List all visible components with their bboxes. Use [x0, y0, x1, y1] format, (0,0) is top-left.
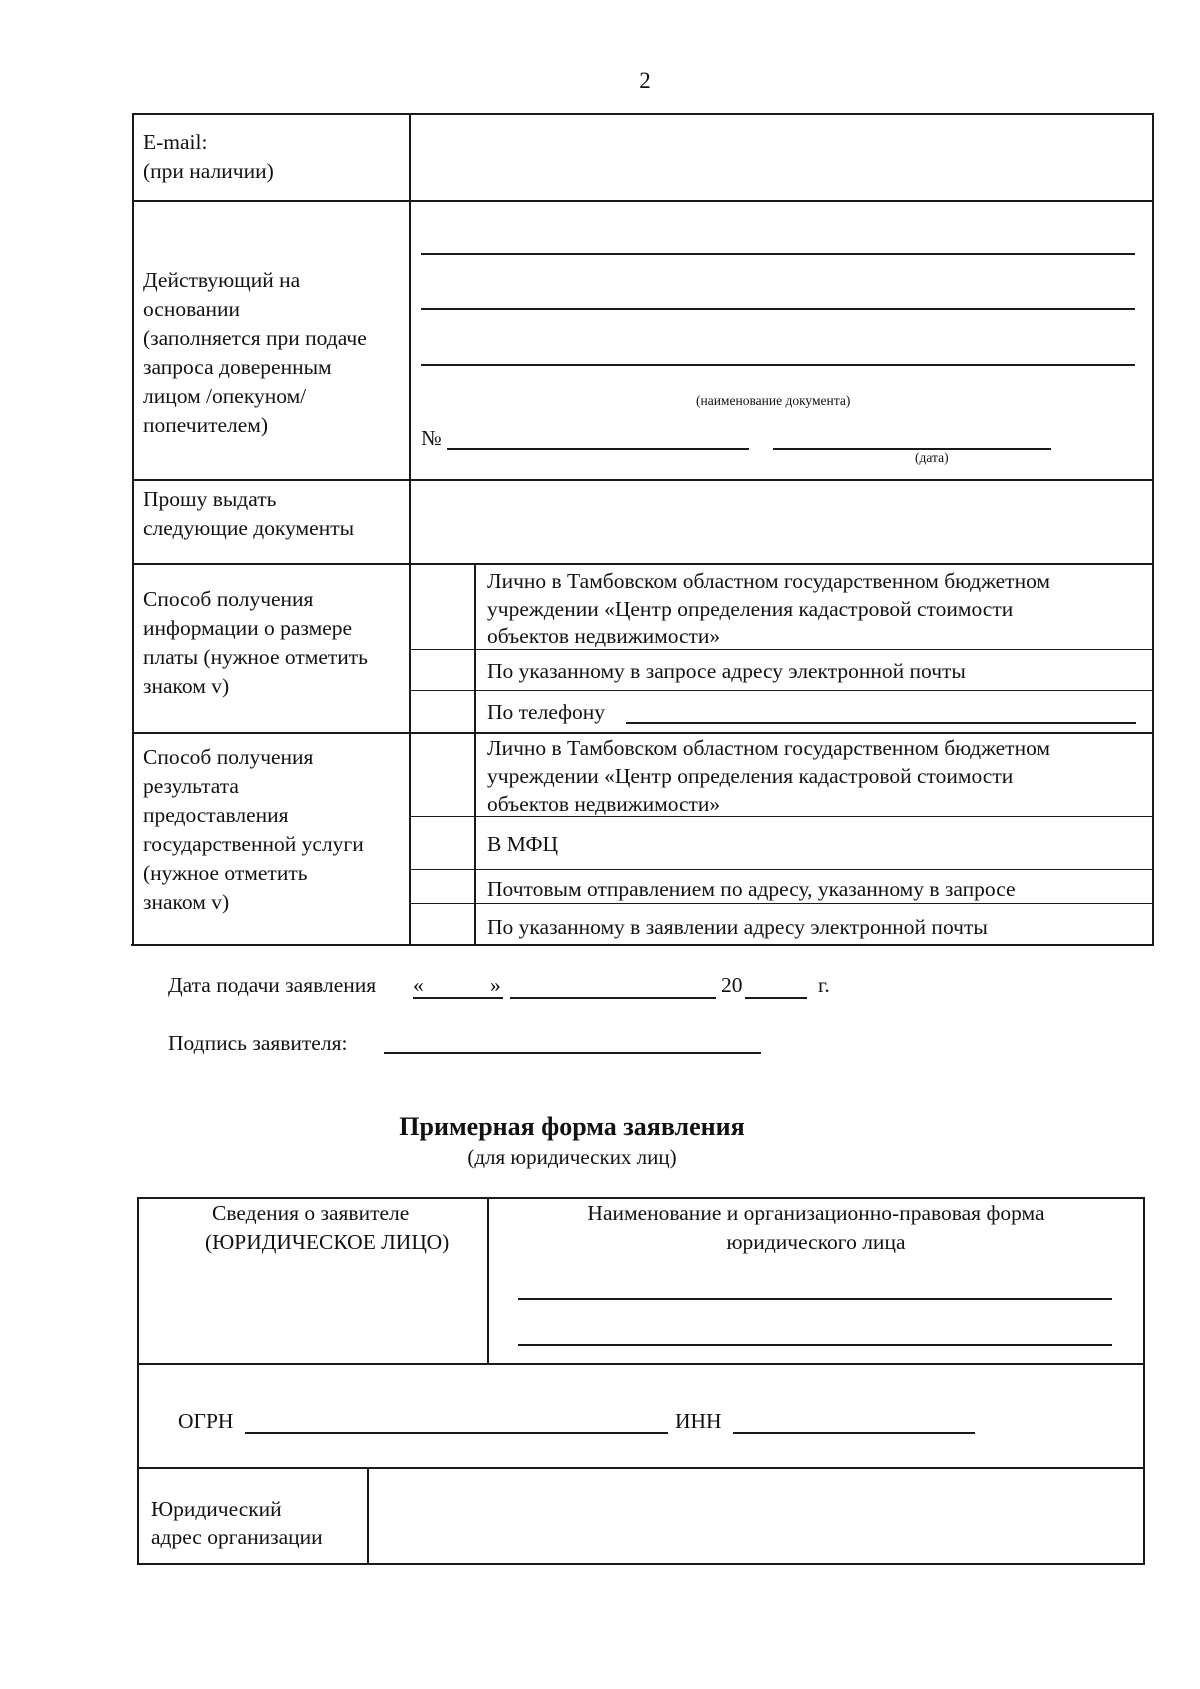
result-option-post: Почтовым отправлением по адресу, указанному в запросе — [487, 877, 1016, 901]
email-field[interactable] — [412, 116, 1150, 198]
year-suffix: г. — [818, 973, 830, 997]
inn-label: ИНН — [675, 1409, 722, 1433]
row-divider — [137, 1467, 1145, 1469]
checkbox-column-divider — [474, 563, 476, 945]
table-border-right — [1152, 113, 1154, 946]
row-divider — [132, 200, 1154, 202]
legal-name-label: Наименование и организационно-правовая форма — [587, 1201, 1045, 1225]
table-border-left — [132, 113, 134, 946]
applicant-info-type: (ЮРИДИЧЕСКОЕ ЛИЦО) — [205, 1230, 450, 1254]
basis-document-line[interactable] — [421, 253, 1135, 255]
requested-documents-field[interactable] — [412, 482, 1150, 562]
number-sign: № — [421, 426, 442, 450]
document-date-line[interactable] — [773, 448, 1051, 450]
result-option-in-person-checkbox[interactable] — [412, 735, 473, 815]
ogrn-label: ОГРН — [178, 1409, 234, 1433]
open-quote: « — [413, 973, 424, 997]
result-option-email-checkbox[interactable] — [412, 905, 473, 943]
table-border-right — [1143, 1197, 1145, 1565]
option-divider — [409, 869, 1154, 870]
legal-form-subtitle: (для юридических лиц) — [467, 1145, 677, 1169]
legal-address-field[interactable] — [370, 1470, 1142, 1562]
result-option-mfc-checkbox[interactable] — [412, 818, 473, 868]
fee-option-in-person-checkbox[interactable] — [412, 566, 473, 648]
basis-document-line[interactable] — [421, 308, 1135, 310]
inn-field[interactable] — [733, 1432, 975, 1434]
signature-label: Подпись заявителя: — [168, 1031, 348, 1055]
month-field[interactable] — [510, 997, 716, 999]
row-divider — [132, 479, 1154, 481]
signature-field[interactable] — [384, 1052, 761, 1054]
result-option-email: По указанному в заявлении адресу электронной почты — [487, 915, 988, 939]
row-divider — [132, 563, 1154, 565]
fee-option-email-checkbox[interactable] — [412, 651, 473, 689]
fee-option-phone: По телефону — [487, 700, 606, 724]
table-column-divider — [409, 113, 411, 946]
legal-address-label: адрес организации — [151, 1525, 323, 1549]
year-prefix: 20 — [721, 973, 743, 997]
result-option-post-checkbox[interactable] — [412, 871, 473, 902]
fee-option-email: По указанному в запросе адресу электронной почты — [487, 659, 966, 683]
row-divider — [137, 1363, 1145, 1365]
fee-option-phone-checkbox[interactable] — [412, 692, 473, 731]
basis-document-line[interactable] — [421, 364, 1135, 366]
close-quote: » — [490, 973, 501, 997]
ogrn-field[interactable] — [245, 1432, 668, 1434]
document-name-caption: (наименование документа) — [696, 393, 851, 408]
legal-name-line[interactable] — [518, 1344, 1112, 1346]
table-border-left — [137, 1197, 139, 1565]
column-divider — [367, 1467, 369, 1564]
phone-number-line[interactable] — [626, 722, 1136, 724]
table-border-top — [132, 113, 1154, 115]
date-caption: (дата) — [915, 450, 949, 465]
legal-name-line[interactable] — [518, 1298, 1112, 1300]
applicant-info-label: Сведения о заявителе — [212, 1201, 410, 1225]
document-number-line[interactable] — [447, 448, 749, 450]
option-divider — [409, 690, 1154, 691]
table-border-bottom — [131, 944, 1154, 946]
email-label-note: (при наличии) — [143, 159, 274, 183]
request-label: Прошу выдать — [143, 487, 277, 511]
table-border-bottom — [137, 1563, 1145, 1565]
submission-date-label: Дата подачи заявления — [168, 973, 377, 997]
legal-name-label: юридического лица — [726, 1230, 906, 1254]
result-option-mfc: В МФЦ — [487, 832, 559, 856]
year-field[interactable] — [745, 997, 807, 999]
email-label: E-mail: — [143, 130, 208, 154]
legal-form-title: Примерная форма заявления — [399, 1112, 745, 1141]
request-label: следующие документы — [143, 516, 355, 540]
legal-address-label: Юридический — [151, 1497, 282, 1521]
page-number: 2 — [639, 68, 651, 93]
